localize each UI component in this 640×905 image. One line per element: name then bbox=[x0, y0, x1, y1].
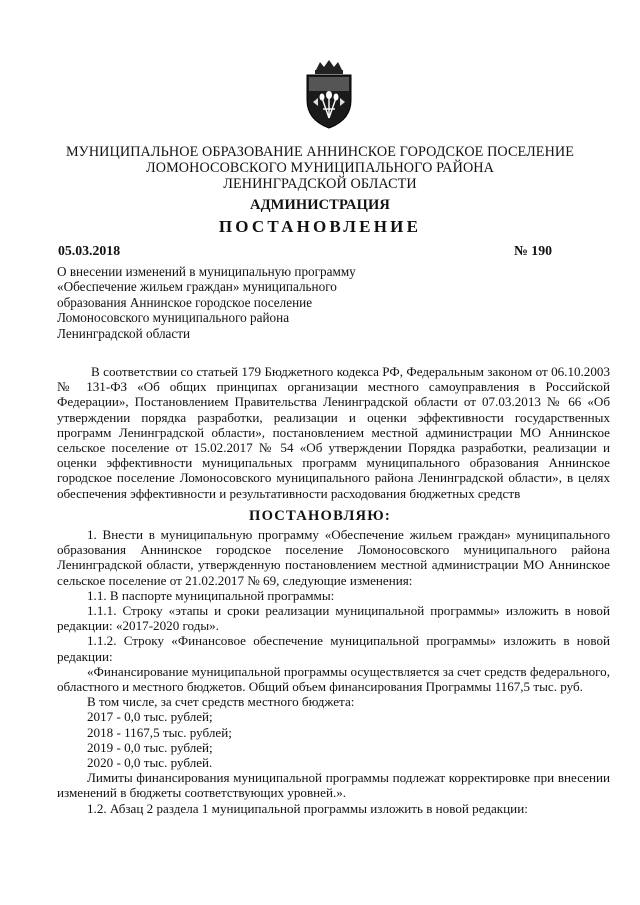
item-paragraph: 1.2. Абзац 2 раздела 1 муниципальной программы изложить в новой редакции: bbox=[87, 800, 528, 816]
document-date: 05.03.2018 bbox=[58, 243, 121, 258]
resolution-items bbox=[57, 527, 610, 816]
subject-line: О внесении изменений в муниципальную программу bbox=[57, 264, 356, 279]
header-line-3: ЛЕНИНГРАДСКОЙ ОБЛАСТИ bbox=[223, 176, 417, 192]
funding-year-line: 2018 - 1167,5 тыс. рублей; bbox=[87, 724, 232, 740]
coat-of-arms-emblem bbox=[302, 60, 356, 130]
funding-year-line: 2017 - 0,0 тыс. рублей; bbox=[87, 709, 213, 725]
funding-year-line: 2020 - 0,0 тыс. рублей. bbox=[87, 755, 213, 771]
item-paragraph: Лимиты финансирования муниципальной программы подлежат корректировке при внесении изменений в бюджеты соответствующих уровней.». bbox=[57, 770, 610, 801]
resolve-heading: ПОСТАНОВЛЯЮ: bbox=[249, 508, 391, 524]
administration-title: АДМИНИСТРАЦИЯ bbox=[250, 197, 390, 213]
header-line-1: МУНИЦИПАЛЬНОЕ ОБРАЗОВАНИЕ АННИНСКОЕ ГОРОДСКОЕ ПОСЕЛЕНИЕ bbox=[65, 144, 575, 160]
document-type-title: ПОСТАНОВЛЕНИЕ bbox=[218, 217, 422, 236]
document-number: № 190 bbox=[513, 243, 552, 258]
item-paragraph: 1.1. В паспорте муниципальной программы: bbox=[87, 587, 335, 603]
item-paragraph: 1. Внести в муниципальную программу «Обеспечение жильем граждан» муниципального образования Аннинское городское поселение Ломоносовского муниципального района Ленинградской области, утвержденную постановлением местной администрации МО Аннинское сельское поселение от 21.02.2017 № 69, следующие изменения: bbox=[57, 527, 610, 588]
item-paragraph: «Финансирование муниципальной программы осуществляется за счет средств федерального, областного и местного бюджетов. Общий объем финансирования Программы 1167,5 тыс. руб. bbox=[57, 663, 610, 695]
subject-line: «Обеспечение жильем граждан» муниципального bbox=[57, 279, 337, 295]
funding-year-line: 2019 - 0,0 тыс. рублей; bbox=[87, 739, 213, 755]
subject-block bbox=[57, 264, 387, 341]
subject-line: Ломоносовского муниципального района bbox=[57, 310, 290, 326]
item-paragraph: 1.1.1. Строку «этапы и сроки реализации муниципальной программы» изложить в новой редакции: «2017-2020 годы». bbox=[57, 603, 610, 634]
subject-line: образования Аннинское городское поселение bbox=[57, 294, 313, 310]
subject-line: Ленинградской области bbox=[57, 325, 191, 341]
intro-paragraph: В соответствии со статьей 179 Бюджетного кодекса РФ, Федеральным законом от 06.10.2003 № 131-ФЗ «Об общих принципах организации местного самоуправления в Российской Федерации», Постановлением Правительства Ленинградской области от 07.03.2013 № 66 «Об утверждении порядка разработки, реализации и оценки эффективности государственных программ Ленинградской области», постановлением местной администрации МО Аннинское сельское поселение от 15.02.2017 № 54 «Об утверждении Порядка разработки, реализации и оценки эффективности муниципальных программ муниципального образования Аннинское городское поселение Ломоносовского муниципального района Ленинградской области», в целях обеспечения эффективности и результативности расходования бюджетных средств bbox=[57, 364, 610, 501]
item-paragraph: В том числе, за счет средств местного бюджета: bbox=[87, 694, 355, 710]
header-line-2: ЛОМОНОСОВСКОГО МУНИЦИПАЛЬНОГО РАЙОНА bbox=[146, 160, 494, 176]
item-paragraph: 1.1.2. Строку «Финансовое обеспечение муниципальной программы» изложить в новой редакции: bbox=[57, 633, 610, 664]
